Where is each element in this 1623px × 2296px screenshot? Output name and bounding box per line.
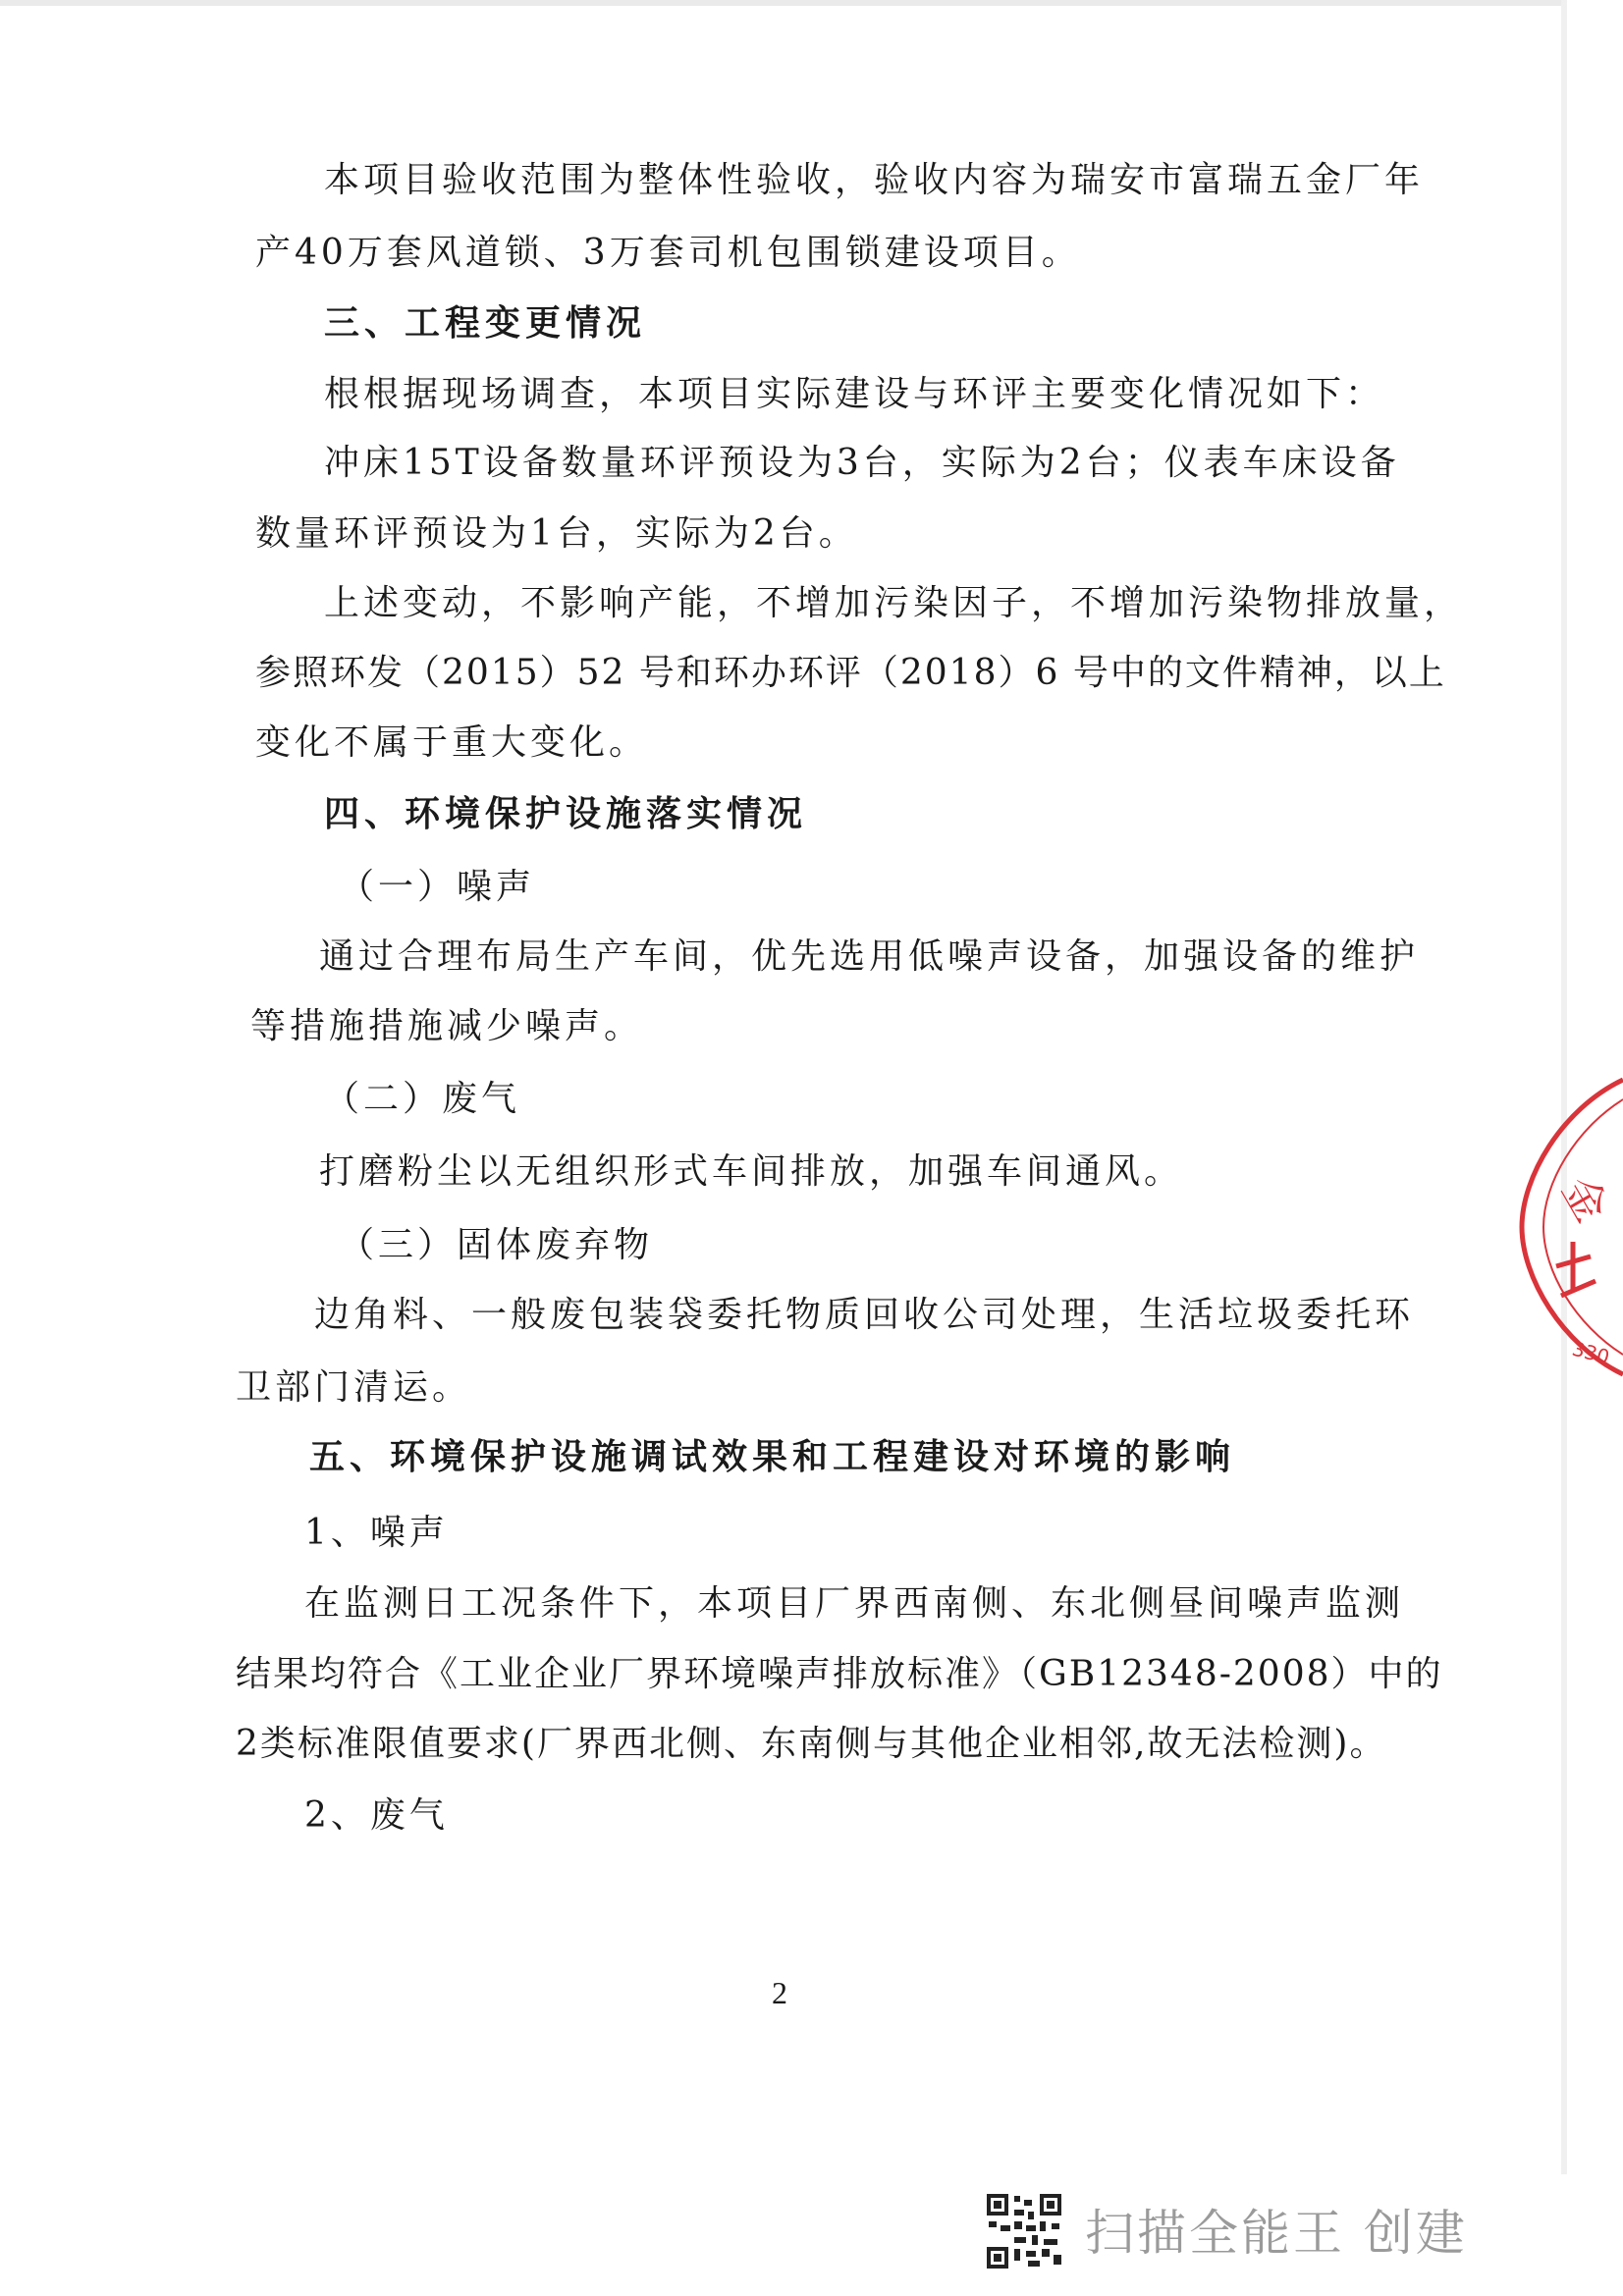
- subsection-heading: （一）噪声: [339, 867, 536, 907]
- body-line: 等措施措施减少噪声。: [250, 1006, 644, 1046]
- body-line: 边角料、一般废包装袋委托物质回收公司处理，生活垃圾委托环: [314, 1295, 1415, 1335]
- section-heading: 五、环境保护设施调试效果和工程建设对环境的影响: [309, 1437, 1236, 1477]
- body-line: 本项目验收范围为整体性验收，验收内容为瑞安市富瑞五金厂年: [324, 160, 1425, 200]
- body-line: 在监测日工况条件下，本项目厂界西南侧、东北侧昼间噪声监测: [304, 1583, 1405, 1624]
- section-heading: 三、工程变更情况: [324, 303, 647, 344]
- body-line: 通过合理布局生产车间，优先选用低噪声设备，加强设备的维护: [319, 936, 1420, 977]
- body-line: 卫部门清运。: [236, 1367, 472, 1408]
- body-line: 数量环评预设为1台，实际为2台。: [255, 513, 858, 554]
- body-line: 冲床15T设备数量环评预设为3台，实际为2台；仪表车床设备: [324, 443, 1400, 483]
- subsection-heading: 2、废气: [304, 1795, 449, 1836]
- subsection-heading: （三）固体废弃物: [339, 1225, 654, 1265]
- subsection-heading: 1、噪声: [304, 1513, 449, 1553]
- top-edge-shadow: [0, 0, 1567, 6]
- section-heading: 四、环境保护设施落实情况: [324, 794, 808, 834]
- scanner-footer: [0, 2174, 1623, 2296]
- scanner-watermark: 扫描全能王 创建: [1085, 2205, 1468, 2262]
- body-line: 结果均符合《工业企业厂界环境噪声排放标准》（GB12348-2008）中的: [236, 1654, 1443, 1694]
- page-number: 2: [772, 1975, 787, 2010]
- body-line: 变化不属于重大变化。: [255, 722, 649, 763]
- qr-code-icon: [985, 2192, 1063, 2270]
- body-line: 根根据现场调查，本项目实际建设与环评主要变化情况如下：: [324, 374, 1385, 414]
- body-line: 上述变动，不影响产能，不增加污染因子，不增加污染物排放量，: [324, 583, 1464, 623]
- subsection-heading: （二）废气: [324, 1079, 521, 1119]
- stamp-digits: 330: [1569, 1336, 1612, 1369]
- body-line: 打磨粉尘以无组织形式车间排放，加强车间通风。: [319, 1151, 1184, 1192]
- red-seal-stamp: [1502, 1070, 1623, 1384]
- body-line: 2类标准限值要求(厂界西北侧、东南侧与其他企业相邻,故无法检测)。: [236, 1724, 1387, 1764]
- body-line: 参照环发（2015）52 号和环办环评（2018）6 号中的文件精神，以上: [255, 653, 1446, 693]
- stamp-glyph: 金: [1551, 1168, 1617, 1231]
- body-line: 产40万套风道锁、3万套司机包围锁建设项目。: [255, 233, 1081, 273]
